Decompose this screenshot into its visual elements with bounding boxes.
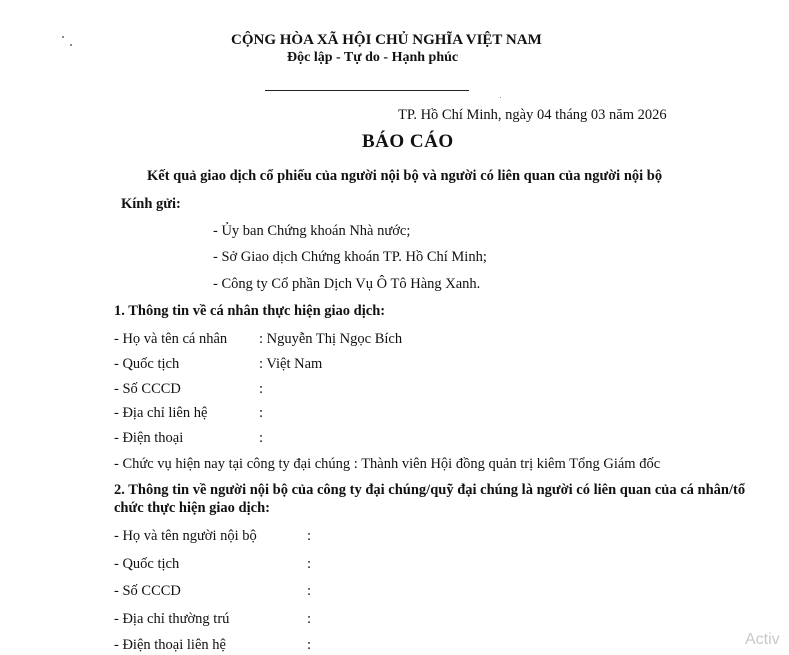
field-value: : <box>307 556 312 572</box>
field-value: : <box>259 430 264 446</box>
document-subtitle: Kết quả giao dịch cổ phiếu của người nội bộ và người có liên quan của người nội bộ <box>147 168 663 184</box>
country-header: CỘNG HÒA XÃ HỘI CHỦ NGHĨA VIỆT NAM <box>231 32 542 48</box>
field-value: : Việt Nam <box>259 356 323 372</box>
recipients-label: Kính gửi: <box>121 196 181 212</box>
field-value: : <box>307 583 312 599</box>
field-label: - Địa chỉ thường trú <box>114 611 230 627</box>
position-line: - Chức vụ hiện nay tại công ty đại chúng : Thành viên Hội đồng quản trị kiêm Tổng Giám đốc <box>114 456 661 472</box>
recipient-item: - Sở Giao dịch Chứng khoán TP. Hồ Chí Minh; <box>213 249 487 265</box>
field-label: - Họ và tên người nội bộ <box>114 528 257 544</box>
recipient-item: - Công ty Cổ phần Dịch Vụ Ô Tô Hàng Xanh. <box>213 276 481 292</box>
field-value: : <box>307 528 312 544</box>
section2-heading-line1: 2. Thông tin về người nội bộ của công ty đại chúng/quỹ đại chúng là người có liên quan của cá nhân/tổ <box>114 482 746 498</box>
field-label: - Điện thoại <box>114 430 184 446</box>
scan-speck <box>70 44 72 46</box>
field-value: : <box>307 637 312 653</box>
field-label: - Số CCCD <box>114 381 181 397</box>
scan-speck <box>62 36 64 38</box>
date-line: TP. Hồ Chí Minh, ngày 04 tháng 03 năm 2026 <box>398 107 667 123</box>
field-value: : <box>307 611 312 627</box>
scan-speck <box>500 97 501 98</box>
field-label: - Số CCCD <box>114 583 181 599</box>
motto: Độc lập - Tự do - Hạnh phúc <box>287 50 459 65</box>
field-label: - Địa chỉ liên hệ <box>114 405 208 421</box>
field-value: : Nguyễn Thị Ngọc Bích <box>259 331 403 347</box>
field-label: - Họ và tên cá nhân <box>114 331 228 347</box>
activation-watermark: Activ <box>745 631 780 648</box>
header-underline <box>265 90 469 91</box>
field-value: : <box>259 381 264 397</box>
field-label: - Quốc tịch <box>114 356 180 372</box>
section2-heading-line2: chức thực hiện giao dịch: <box>114 500 270 516</box>
field-label: - Quốc tịch <box>114 556 180 572</box>
document-title: BÁO CÁO <box>362 131 454 152</box>
recipient-item: - Ủy ban Chứng khoán Nhà nước; <box>213 223 411 239</box>
section1-heading: 1. Thông tin về cá nhân thực hiện giao dịch: <box>114 303 386 319</box>
field-value: : <box>259 405 264 421</box>
field-label: - Điện thoại liên hệ <box>114 637 226 653</box>
